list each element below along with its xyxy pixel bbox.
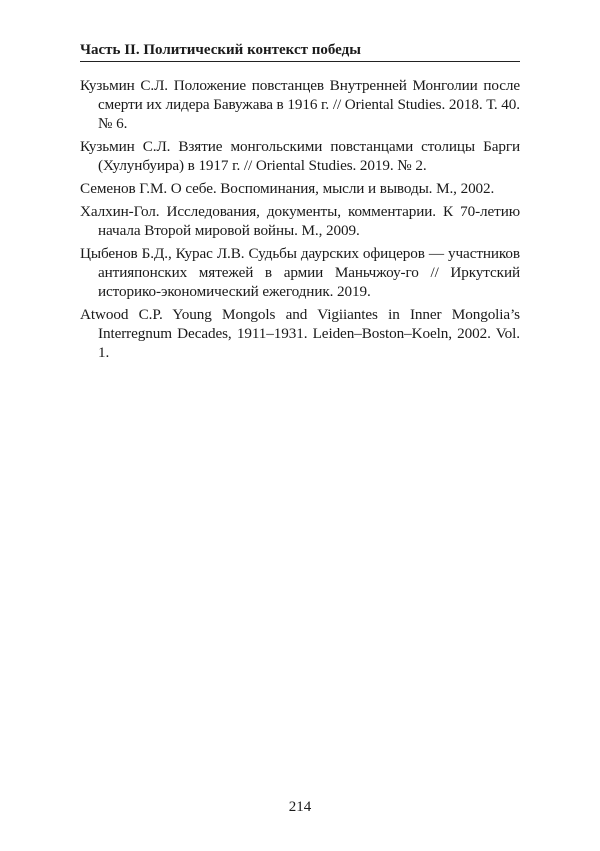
reference-item: Кузьмин С.Л. Взятие монгольскими повстанцами столицы Барги (Хулунбуира) в 1917 г. // Oriental Studies. 2019. № 2. (80, 138, 520, 175)
reference-item: Цыбенов Б.Д., Курас Л.В. Судьбы даурских офицеров — участников антияпонских мятежей в армии Маньчжоу-го // Иркутский историко-экономический ежегодник. 2019. (80, 244, 520, 301)
reference-item: Кузьмин С.Л. Положение повстанцев Внутренней Монголии после смерти их лидера Бавужава в 1916 г. // Oriental Studies. 2018. Т. 40. № 6. (80, 77, 520, 133)
running-header: Часть II. Политический контекст победы (80, 42, 361, 58)
reference-list (80, 76, 520, 366)
reference-item: Халхин-Гол. Исследования, документы, комментарии. К 70-летию начала Второй мировой войны. М., 2009. (80, 202, 520, 239)
page-number: 214 (288, 799, 312, 815)
header-rule (80, 61, 520, 62)
reference-item: Семенов Г.М. О себе. Воспоминания, мысли и выводы. М., 2002. (80, 180, 495, 198)
reference-item: Atwood C.P. Young Mongols and Vigiiantes in Inner Mongolia’s Interregnum Decades, 1911–1931. Leiden–Boston–Koeln, 2002. Vol. 1. (80, 305, 520, 362)
